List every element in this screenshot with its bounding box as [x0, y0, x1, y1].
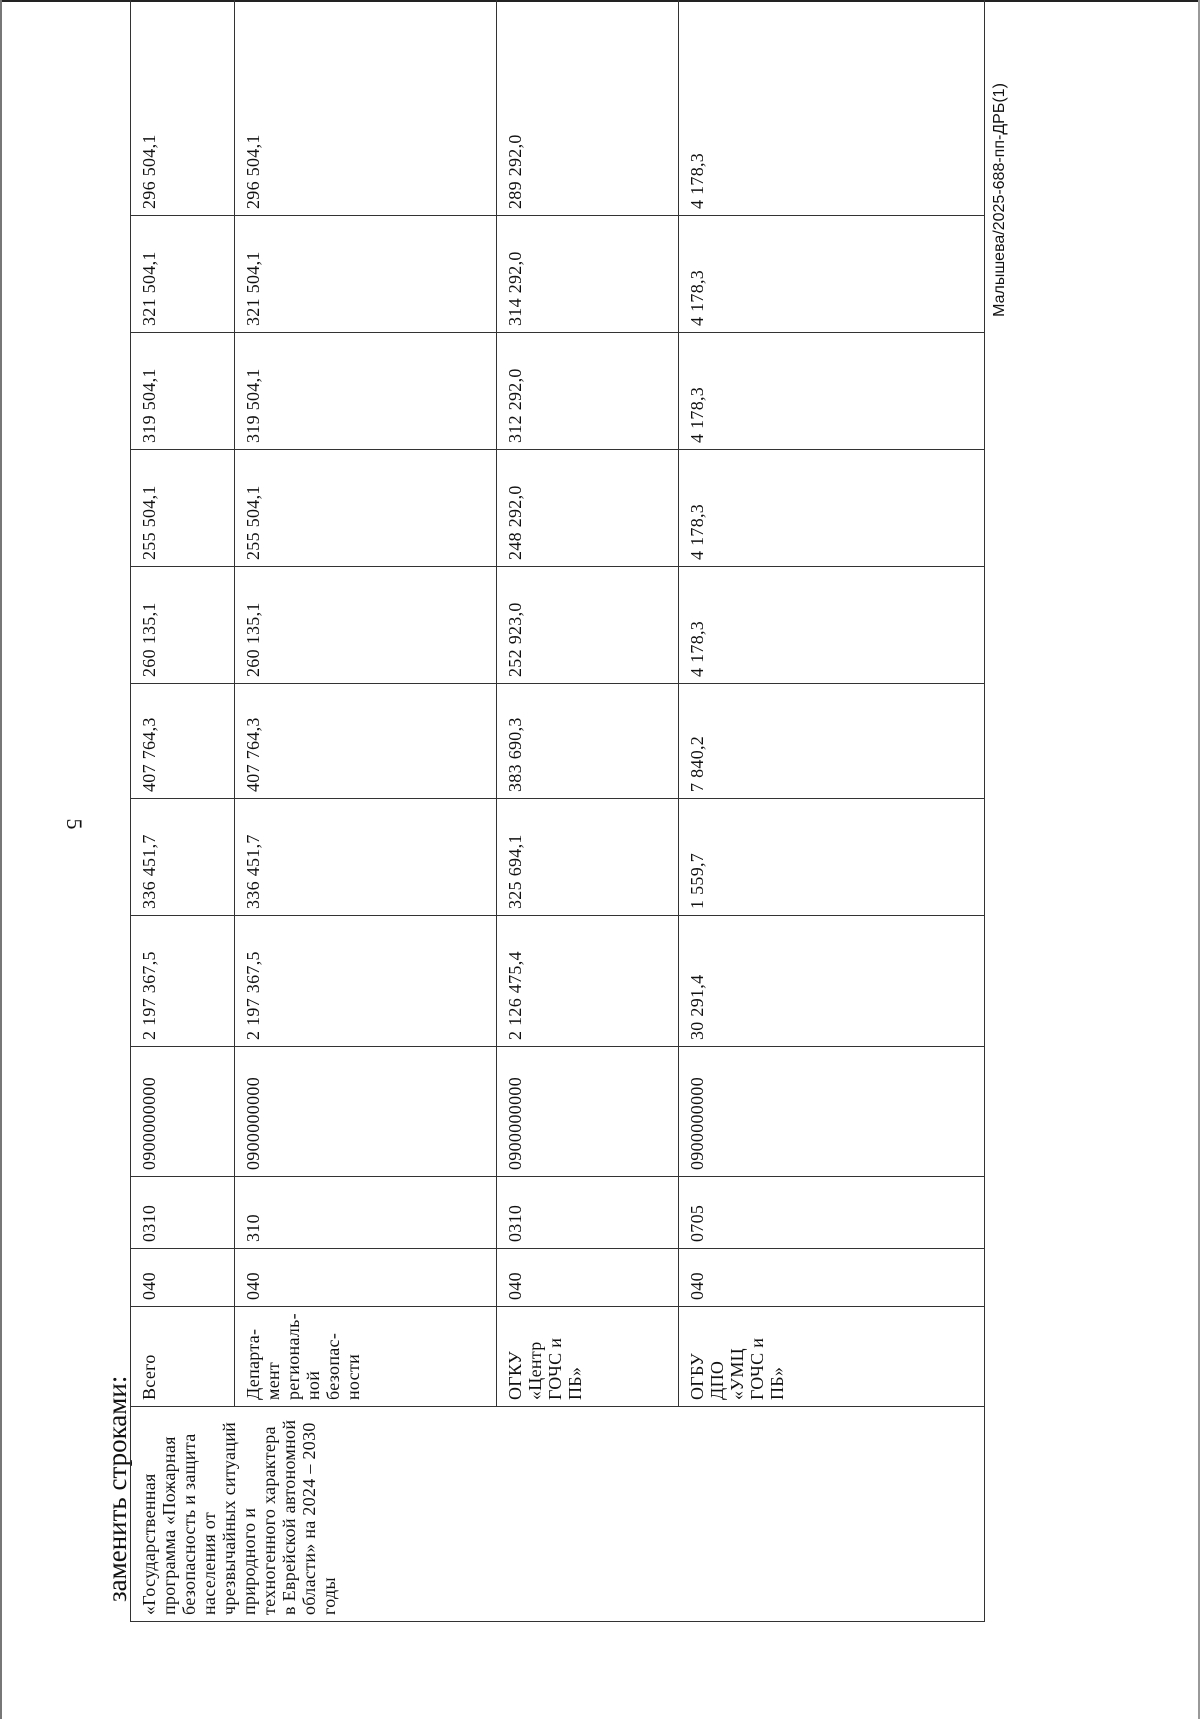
year-2027-cell: 248 292,0 [497, 450, 679, 567]
year-2026-cell: 260 135,1 [131, 567, 235, 684]
year-2026-cell: 4 178,3 [679, 567, 985, 684]
page-number: 5 [62, 818, 87, 830]
csr-cell: 0900000000 [497, 1047, 679, 1177]
table-row [679, 0, 985, 1622]
rzpr-cell: 310 [235, 1177, 497, 1249]
executor-cell: Департа-мент региональ-ной безопас-ности [235, 1307, 497, 1407]
program-name-cell: «Государственная программа «Пожарная безопасность и защита населения от чрезвычайных ситуаций природного и техногенного характера в Еврейской автономной области» на 2024 – 2030 годы [131, 1407, 985, 1622]
year-2028-cell: 4 178,3 [679, 333, 985, 450]
table-row [131, 0, 235, 1622]
intro-text: заменить строками: [102, 1375, 132, 1602]
year-2027-cell: 255 504,1 [131, 450, 235, 567]
total-cell: 30 291,4 [679, 916, 985, 1047]
year-2027-cell: 4 178,3 [679, 450, 985, 567]
executor-cell: ОГБУ ДПО «УМЦ ГОЧС и ПБ» [679, 1307, 985, 1407]
document-code: Малышева/2025-688-пп-ДРБ(1) [991, 83, 1008, 317]
year-2026-cell: 260 135,1 [235, 567, 497, 684]
table-row [497, 0, 679, 1622]
year-2028-cell: 312 292,0 [497, 333, 679, 450]
year-2024-cell: 1 559,7 [679, 799, 985, 916]
year-2029-cell: 4 178,3 [679, 216, 985, 333]
year-2025-cell: 407 764,3 [131, 684, 235, 799]
total-cell: 2 197 367,5 [235, 916, 497, 1047]
year-2024-cell: 336 451,7 [235, 799, 497, 916]
year-2027-cell: 255 504,1 [235, 450, 497, 567]
csr-cell: 0900000000 [235, 1047, 497, 1177]
rzpr-cell: 0310 [131, 1177, 235, 1249]
year-2028-cell: 319 504,1 [131, 333, 235, 450]
grbs-cell: 040 [131, 1249, 235, 1307]
year-2030-cell: 289 292,0 [497, 0, 679, 216]
executor-cell: ОГКУ «Центр ГОЧС и ПБ» [497, 1307, 679, 1407]
csr-cell: 0900000000 [131, 1047, 235, 1177]
total-cell: 2 126 475,4 [497, 916, 679, 1047]
year-2024-cell: 336 451,7 [131, 799, 235, 916]
year-2030-cell: 296 504,1 [131, 0, 235, 216]
total-cell: 2 197 367,5 [131, 916, 235, 1047]
year-2029-cell: 321 504,1 [235, 216, 497, 333]
table-row [235, 0, 497, 1622]
year-2029-cell: 321 504,1 [131, 216, 235, 333]
rotated-content [100, 62, 1040, 1622]
grbs-cell: 040 [235, 1249, 497, 1307]
grbs-cell: 040 [497, 1249, 679, 1307]
year-2030-cell: 296 504,1 [235, 0, 497, 216]
year-2025-cell: 383 690,3 [497, 684, 679, 799]
rzpr-cell: 0705 [679, 1177, 985, 1249]
program-budget-table [130, 0, 985, 1622]
csr-cell: 0900000000 [679, 1047, 985, 1177]
scan-left-edge [0, 0, 2, 1719]
year-2025-cell: 7 840,2 [679, 684, 985, 799]
year-2025-cell: 407 764,3 [235, 684, 497, 799]
grbs-cell: 040 [679, 1249, 985, 1307]
year-2024-cell: 325 694,1 [497, 799, 679, 916]
rzpr-cell: 0310 [497, 1177, 679, 1249]
year-2029-cell: 314 292,0 [497, 216, 679, 333]
year-2030-cell: 4 178,3 [679, 0, 985, 216]
year-2026-cell: 252 923,0 [497, 567, 679, 684]
year-2028-cell: 319 504,1 [235, 333, 497, 450]
executor-cell: Всего [131, 1307, 235, 1407]
